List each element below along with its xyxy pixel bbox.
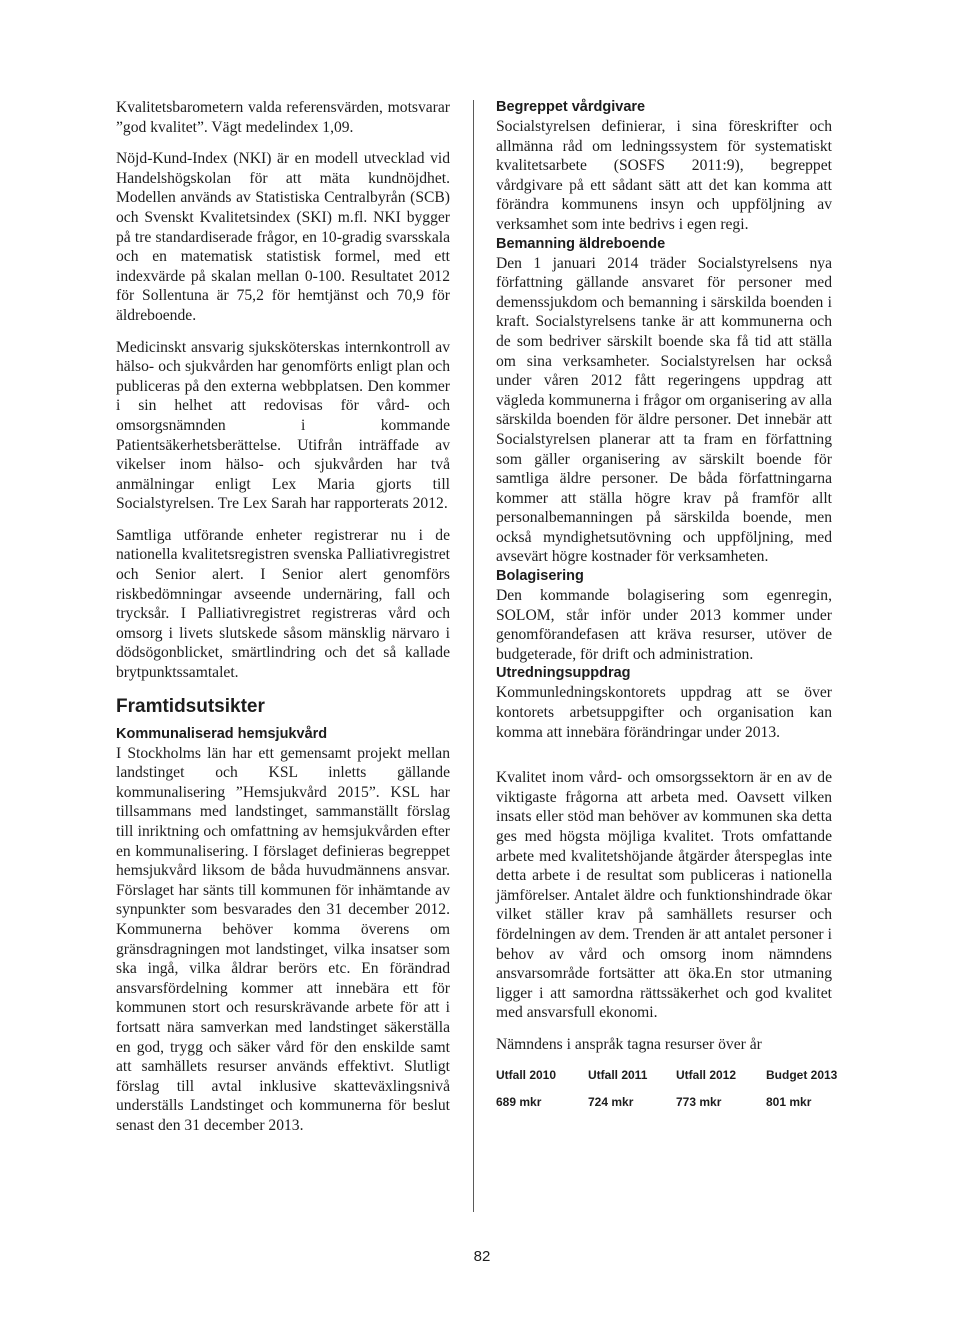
right-column [496, 98, 838, 1110]
budget-header: Utfall 2011 [588, 1067, 648, 1082]
budget-header: Utfall 2010 [496, 1067, 557, 1082]
paragraph-bemanning: Den 1 januari 2014 träder Socialstyrelsens nya författning gällande ansvaret för personer med demenssjukdom och bemanning i särskilda boenden i kraft. Socialstyrelsens tanke är att kommunerna och de som bedriver särskilt boende ska få tid att ställa om sina verksamheter. Socialstyrelsen har också under våren 2012 fått regeringens uppdrag att vägleda kommunerna i frågor om organisering av alla särskilda boenden för äldre personer. Det innebär att Socialstyrelsen planerar att ta fram en författning som gäller organisering av särskilt boende för samtliga äldre personer. De båda författningarna kommer att ställa högre krav på framför allt personalbemanningen på särskilda boende, men också myndighetsutövning och uppföljning, med avsevärt högre kostnader för verksamheten. [496, 254, 832, 566]
paragraph-nki: Nöjd-Kund-Index (NKI) är en modell utvecklad vid Handelshögskolan för att mäta kundnöjdhet. Modellen används av Statistiska Centralbyrån (SCB) och Svenskt Kvalitetsindex (SKI) m.fl. NKI bygger på tre standardiserade frågor, en 10-gradig svarsskala och en matematisk statistisk formel, med ett indexvärde på skalan mellan 0-100. Resultatet 2012 för Sollentuna är 75,2 för hemtjänst och 70,9 för äldreboende. [116, 150, 450, 324]
left-column [116, 98, 450, 1148]
budget-value: 689 mkr [496, 1094, 542, 1109]
paragraph-utredningsuppdrag: Kommunledningskontorets uppdrag att se över kontorets arbetsuppgifter och organisation kan komma att innebära förändringar under 2013. [496, 684, 832, 741]
page-number: 82 [473, 1248, 491, 1265]
budget-header: Utfall 2012 [676, 1067, 737, 1082]
subheading-bemanning-aldreboende: Bemanning äldreboende [496, 235, 666, 252]
column-divider [473, 100, 474, 1212]
paragraph-kvalitet: Kvalitet inom vård- och omsorgssektorn är en av de viktigaste frågorna att arbeta med. Oavsett vilken insats eller stöd man behöver av kommunen ska detta ges med högsta möjliga kvalitet. Trots omfattande arbete med kvalitetshöjande åtgärder återspeglas inte detta arbete i de resultat som publiceras i nationella jämförelser. Antalet äldre och funktionshindrade ökar vilket ställer krav på samhällets resurser och fördelningen av dem. Trenden är att antalet personer i behov av vård och omsorg inom nämndens ansvarsområde fortsätter att öka.En stor utmaning ligger i att samordna rättssäkerhet och god kvalitet med ansvarsfull ekonomi. [496, 769, 832, 1022]
section-heading-framtidsutsikter: Framtidsutsikter [116, 695, 265, 717]
paragraph-bolagisering: Den kommande bolagisering som egenregin, SOLOM, står inför under 2013 kommer under genomförandefasen att kräva resurser, utöver de budgeterade, för drift och administration. [496, 587, 832, 663]
subheading-kommunaliserad-hemsjukvard: Kommunaliserad hemsjukvård [116, 725, 328, 742]
budget-value: 801 mkr [766, 1094, 812, 1109]
paragraph-vardgivare: Socialstyrelsen definierar, i sina föreskrifter och allmänna råd om ledningssystem för systematiskt kvalitetsarbete (SOSFS 2011:9), begreppet vårdgivare på ett sådant sätt att det kan komma att förändra kommunens insyn och uppföljning av verksamhet som inte bedrivs i egen regi. [496, 118, 832, 233]
budget-value: 773 mkr [676, 1094, 722, 1109]
spacer [496, 742, 832, 768]
paragraph-kvalitetsregister: Samtliga utförande enheter registrerar nu i de nationella kvalitetsregistren svenska Palliativregistret och Senior alert. I Senior alert genomförs riskbedömningar avseende undernäring, fall och trycksår. I Palliativregistret registreras vård och omsorg i livets slutskede såsom mänsklig närvaro i dödsögonblicket, smärtlindring och det så kallade brytpunktssamtalet. [116, 526, 450, 682]
subheading-begreppet-vardgivare: Begreppet vårdgivare [496, 99, 646, 115]
budget-value: 724 mkr [588, 1094, 634, 1109]
paragraph-kvalitetsbarometern: Kvalitetsbarometern valda referensvärden, motsvarar ”god kvalitet”. Vägt medelindex 1,09. [116, 99, 450, 136]
budget-table [496, 1067, 838, 1110]
paragraph-resurser-intro: Nämndens i anspråk tagna resurser över år [496, 1035, 762, 1053]
subheading-utredningsuppdrag: Utredningsuppdrag [496, 665, 631, 682]
subheading-bolagisering: Bolagisering [496, 568, 584, 585]
budget-header: Budget 2013 [766, 1067, 838, 1082]
paragraph-medicinskt-ansvarig: Medicinskt ansvarig sjuksköterskas internkontroll av hälso- och sjukvården har genomförts enligt plan och publiceras på den externa webbplatsen. Den kommer i sin helhet att redovisas för vård- och omsorgsnämnden i kommande Patientsäkerhetsberättelse. Utifrån inträffade av vikelser inom hälso- och sjukvården har två anmälningar enligt Lex Maria gjorts till Socialstyrelsen. Tre Lex Sarah har rapporterats 2012. [116, 338, 450, 513]
paragraph-hemsjukvard: I Stockholms län har ett gemensamt projekt mellan landstinget och KSL inletts gällande kommunalisering ”Hemsjukvård 2015”. KSL har tillsammans med landstinget, sammanställt förslag till inriktning och omfattning av hemsjukvården efter en kommunalisering. I förslaget definieras begreppet hemsjukvård liksom de båda huvudmännens ansvar. Förslaget har sänts till kommunen för inhämtande av synpunkter som besvarades den 31 december 2012. Kommunerna behöver komma överens om gränsdragningen mot landstinget, vilka insatser som ska ingå, vilka åldrar berörs etc. En förändrad ansvarsfördelning kommer att innebära ett för kommunen stort och resurskrävande arbete för att i fortsatt nära samverkan med landstinget säkerställa en god, trygg och säker vård för den enskilde samt att samhällets resurser används effektivt. Slutligt förslag till avtal inklusive skatteväxlingsnivå underställs Landstinget och kommunerna för beslut senast den 31 december 2013. [116, 744, 450, 1134]
